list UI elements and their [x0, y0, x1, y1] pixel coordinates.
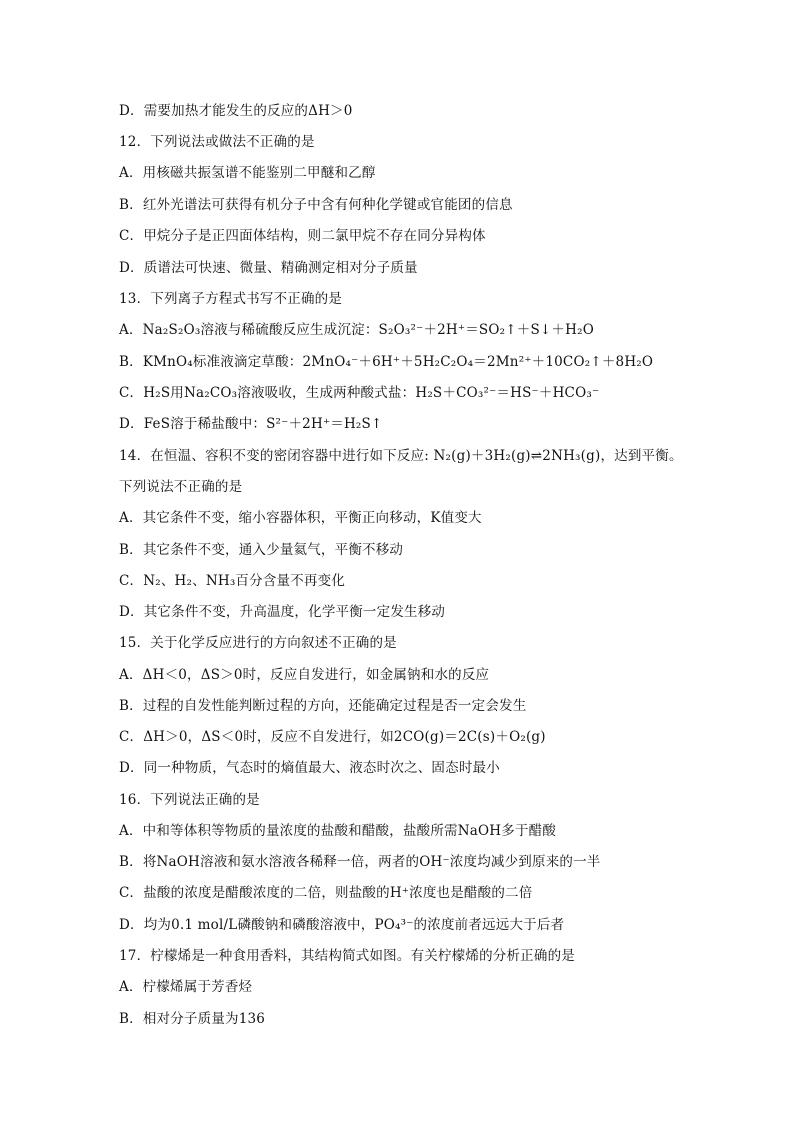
question-17-stem: 17．柠檬烯是一种食用香料，其结构简式如图。有关柠檬烯的分析正确的是	[119, 948, 575, 964]
question-12-option-d: D．质谱法可快速、微量、精确测定相对分子质量	[119, 260, 418, 276]
question-12-option-c: C．甲烷分子是正四面体结构，则二氯甲烷不存在同分异构体	[119, 228, 486, 244]
question-16-option-a: A．中和等体积等物质的量浓度的盐酸和醋酸，盐酸所需NaOH多于醋酸	[119, 823, 557, 839]
question-13-stem: 13．下列离子方程式书写不正确的是	[119, 291, 343, 307]
question-15-option-a: A．ΔH＜0，ΔS＞0时，反应自发进行，如金属钠和水的反应	[119, 667, 490, 683]
question-14-option-a: A．其它条件不变，缩小容器体积，平衡正向移动，K值变大	[119, 510, 482, 526]
question-17-option-a: A．柠檬烯属于芳香烃	[119, 979, 253, 995]
question-14-stem-continued: 下列说法不正确的是	[119, 479, 243, 495]
question-12-stem: 12．下列说法或做法不正确的是	[119, 134, 315, 150]
question-12-option-b: B．红外光谱法可获得有机分子中含有何种化学键或官能团的信息	[119, 197, 513, 213]
question-14-option-c: C．N₂、H₂、NH₃百分含量不再变化	[119, 573, 346, 589]
text-line: D．需要加热才能发生的反应的ΔH＞0	[119, 103, 353, 119]
question-13-option-b: B．KMnO₄标准液滴定草酸：2MnO₄⁻＋6H⁺＋5H₂C₂O₄＝2Mn²⁺＋10CO₂↑＋8H₂O	[119, 354, 654, 370]
question-16-option-c: C．盐酸的浓度是醋酸浓度的二倍，则盐酸的H⁺浓度也是醋酸的二倍	[119, 885, 533, 901]
question-14-option-d: D．其它条件不变，升高温度，化学平衡一定发生移动	[119, 604, 446, 620]
question-15-option-b: B．过程的自发性能判断过程的方向，还能确定过程是否一定会发生	[119, 698, 527, 714]
question-15-option-d: D．同一种物质，气态时的熵值最大、液态时次之、固态时最小	[119, 760, 500, 776]
question-16-option-b: B．将NaOH溶液和氨水溶液各稀释一倍，两者的OH⁻浓度均减少到原来的一半	[119, 854, 601, 870]
question-14-stem: 14．在恒温、容积不变的密闭容器中进行如下反应: N₂(g)＋3H₂(g)⇌2NH₃(g)，达到平衡。	[119, 448, 683, 464]
question-12-option-a: A．用核磁共振氢谱不能鉴别二甲醚和乙醇	[119, 165, 376, 181]
question-13-option-c: C．H₂S用Na₂CO₃溶液吸收，生成两种酸式盐：H₂S＋CO₃²⁻＝HS⁻＋HCO₃⁻	[119, 385, 600, 401]
question-16-stem: 16．下列说法正确的是	[119, 792, 260, 808]
question-15-stem: 15．关于化学反应进行的方向叙述不正确的是	[119, 635, 397, 651]
question-13-option-a: A．Na₂S₂O₃溶液与稀硫酸反应生成沉淀：S₂O₃²⁻＋2H⁺＝SO₂↑＋S↓＋H₂O	[119, 322, 594, 338]
question-13-option-d: D．FeS溶于稀盐酸中：S²⁻＋2H⁺＝H₂S↑	[119, 416, 383, 432]
question-14-option-b: B．其它条件不变，通入少量氦气，平衡不移动	[119, 542, 404, 558]
question-16-option-d: D．均为0.1 mol/L磷酸钠和磷酸溶液中，PO₄³⁻的浓度前者远远大于后者	[119, 917, 565, 933]
question-15-option-c: C．ΔH＞0，ΔS＜0时，反应不自发进行，如2CO(g)＝2C(s)＋O₂(g)	[119, 729, 546, 745]
question-17-option-b: B．相对分子质量为136	[119, 1011, 266, 1027]
